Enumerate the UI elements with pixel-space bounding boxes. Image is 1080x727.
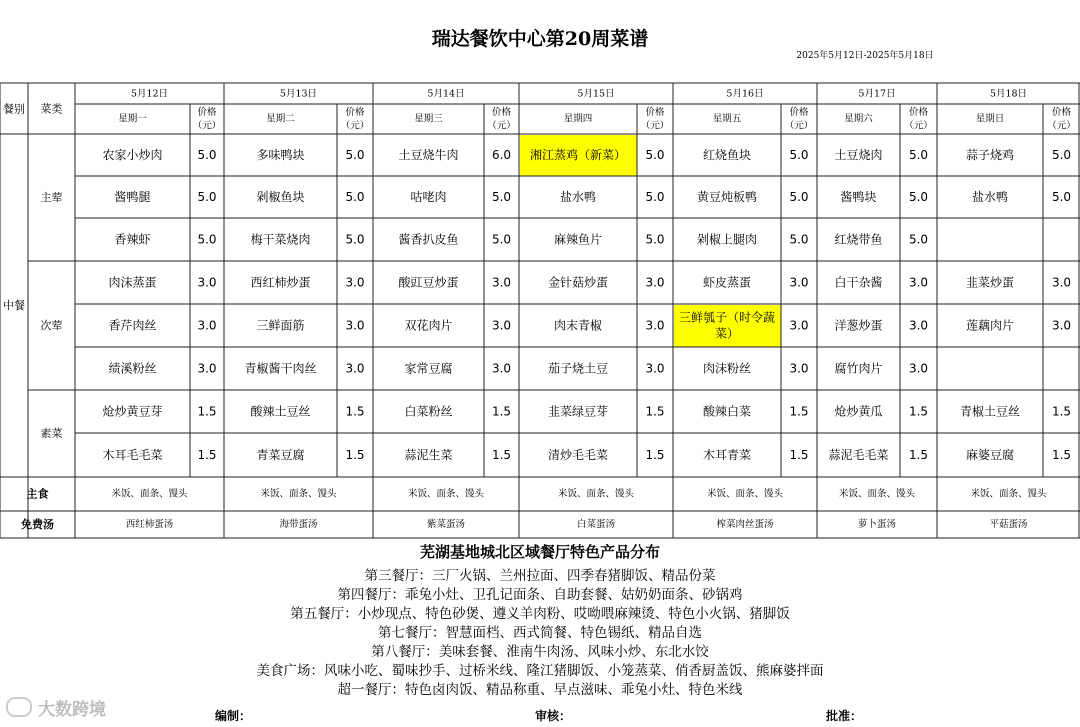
dish-name: 白干杂酱 bbox=[834, 275, 883, 290]
dish-name: 蒜泥生菜 bbox=[404, 448, 453, 462]
dish-price: 1.5 bbox=[789, 448, 809, 462]
dish-name: 家常豆腐 bbox=[404, 361, 453, 376]
dish-price: 5.0 bbox=[197, 148, 217, 162]
dish-price: 5.0 bbox=[908, 190, 929, 204]
dish-name: 韭菜炒蛋 bbox=[965, 275, 1015, 290]
dish-name: 麻辣鱼片 bbox=[553, 232, 603, 247]
staple-item: 米饭、面条、馒头 bbox=[557, 488, 635, 500]
price-header: 价格（元） bbox=[192, 106, 222, 132]
footer-line: 第四餐厅：乖兔小灶、卫孔记面条、自助套餐、姑奶奶面条、砂锅鸡 bbox=[337, 586, 743, 603]
day-date-header: 5月16日 bbox=[726, 88, 764, 100]
dish-name: 腐竹肉片 bbox=[834, 361, 883, 376]
dish-name: 酱鸭块 bbox=[840, 190, 877, 204]
dish-name: 莲藕肉片 bbox=[965, 318, 1015, 333]
dish-price: 1.5 bbox=[645, 404, 665, 419]
dish-name: 双花肉片 bbox=[404, 318, 453, 333]
price-header: 价格（元） bbox=[340, 106, 370, 132]
dish-name: 三鲜瓠子（时令蔬菜） bbox=[678, 310, 776, 341]
soup-item: 白菜蛋汤 bbox=[576, 519, 616, 530]
dish-price: 5.0 bbox=[789, 232, 809, 247]
dish-name: 青菜豆腐 bbox=[256, 448, 305, 462]
price-header: 价格（元） bbox=[784, 106, 814, 132]
dish-name: 多味鸭块 bbox=[256, 148, 305, 162]
dish-price: 1.5 bbox=[908, 448, 929, 462]
dish-price: 1.5 bbox=[645, 448, 665, 462]
footer-line: 美食广场：风味小吃、蜀味抄手、过桥米线、隆江猪脚饭、小笼蒸菜、俏香厨盖饭、熊麻婆拌面 bbox=[256, 662, 824, 679]
dish-price: 1.5 bbox=[1051, 404, 1072, 419]
dish-name: 剁椒鱼块 bbox=[256, 190, 305, 204]
dish-name: 红烧鱼块 bbox=[702, 148, 752, 162]
dish-price: 1.5 bbox=[789, 404, 809, 419]
soup-item: 海带蛋汤 bbox=[279, 519, 318, 530]
dish-price: 5.0 bbox=[197, 232, 217, 247]
dish-price: 5.0 bbox=[491, 232, 512, 247]
day-date-header: 5月12日 bbox=[130, 88, 169, 100]
dish-price: 3.0 bbox=[1051, 275, 1072, 290]
day-date-header: 5月13日 bbox=[279, 88, 318, 100]
dish-price: 5.0 bbox=[1051, 148, 1072, 162]
dish-name: 土豆烧肉 bbox=[834, 148, 883, 162]
price-header: 价格（元） bbox=[1047, 106, 1076, 132]
dish-name: 蒜泥毛毛菜 bbox=[828, 448, 889, 462]
meal-label: 中餐 bbox=[3, 299, 25, 312]
soup-item: 平菇蛋汤 bbox=[989, 519, 1028, 530]
dish-name: 香芹肉丝 bbox=[108, 318, 157, 333]
dish-name: 酸辣白菜 bbox=[702, 404, 752, 419]
weekday-header: 星期一 bbox=[118, 113, 147, 125]
section-label: 主荤 bbox=[40, 191, 63, 204]
dish-price: 3.0 bbox=[645, 318, 665, 333]
dish-price: 5.0 bbox=[789, 148, 809, 162]
dish-name: 炝炒黄豆芽 bbox=[102, 404, 163, 419]
dish-name: 肉沫蒸蛋 bbox=[108, 275, 157, 290]
price-header: 价格（元） bbox=[487, 106, 516, 132]
dish-price: 6.0 bbox=[491, 148, 512, 162]
dish-price: 3.0 bbox=[197, 318, 217, 333]
dish-price: 3.0 bbox=[197, 275, 217, 290]
dish-name: 洋葱炒蛋 bbox=[834, 318, 883, 333]
dish-price: 1.5 bbox=[491, 448, 512, 462]
footer-line: 第七餐厅：智慧面档、西式简餐、特色锡纸、精品自选 bbox=[378, 624, 702, 641]
dish-name: 肉沫粉丝 bbox=[702, 361, 752, 376]
meal-column-header: 餐别 bbox=[3, 102, 25, 116]
staple-item: 米饭、面条、馒头 bbox=[407, 488, 485, 500]
staple-item: 米饭、面条、馒头 bbox=[970, 488, 1047, 500]
dish-price: 3.0 bbox=[491, 275, 512, 290]
dish-name: 咕咾肉 bbox=[410, 190, 447, 204]
soup-item: 紫菜蛋汤 bbox=[426, 519, 466, 530]
dish-name: 韭菜绿豆芽 bbox=[547, 404, 609, 419]
price-header: 价格（元） bbox=[904, 106, 933, 132]
date-range: 2025年5月12日-2025年5月18日 bbox=[796, 50, 934, 61]
dish-price: 5.0 bbox=[908, 148, 929, 162]
dish-price: 5.0 bbox=[345, 148, 365, 162]
dish-name: 肉末青椒 bbox=[553, 318, 603, 333]
footer-line: 超一餐厅：特色卤肉饭、精品称重、早点滋味、乖兔小灶、特色米线 bbox=[337, 681, 743, 698]
dish-name: 梅干菜烧肉 bbox=[250, 232, 311, 247]
weekday-header: 星期二 bbox=[266, 113, 295, 125]
soup-item: 西红柿蛋汤 bbox=[125, 519, 174, 530]
dish-price: 5.0 bbox=[345, 190, 365, 204]
dish-price: 3.0 bbox=[789, 361, 809, 376]
weekday-header: 星期四 bbox=[563, 113, 593, 125]
footer-line: 第三餐厅：三厂火锅、兰州拉面、四季春猪脚饭、精品份菜 bbox=[364, 567, 716, 584]
dish-price: 3.0 bbox=[345, 361, 365, 376]
day-date-header: 5月14日 bbox=[427, 88, 465, 100]
dish-price: 3.0 bbox=[908, 361, 929, 376]
dish-name: 农家小炒肉 bbox=[102, 148, 163, 162]
dish-name: 黄豆炖板鸭 bbox=[696, 190, 758, 204]
dish-price: 5.0 bbox=[908, 232, 929, 247]
dish-name: 金针菇炒蛋 bbox=[547, 275, 609, 290]
dish-price: 3.0 bbox=[491, 318, 512, 333]
dish-price: 1.5 bbox=[1051, 448, 1072, 462]
category-column-header: 菜类 bbox=[40, 102, 63, 116]
dish-price: 5.0 bbox=[345, 232, 365, 247]
dish-price: 5.0 bbox=[789, 190, 809, 204]
day-date-header: 5月17日 bbox=[858, 88, 896, 100]
dish-name: 茄子烧土豆 bbox=[547, 361, 609, 376]
dish-name: 炝炒黄瓜 bbox=[834, 404, 883, 419]
editor-signature-label: 编制： bbox=[215, 708, 252, 723]
dish-price: 3.0 bbox=[345, 318, 365, 333]
weekday-header: 星期五 bbox=[712, 113, 742, 125]
soup-item: 榨菜肉丝蛋汤 bbox=[716, 519, 774, 530]
dish-price: 5.0 bbox=[645, 190, 665, 204]
dish-name: 酱香扒皮鱼 bbox=[398, 232, 459, 247]
dish-price: 1.5 bbox=[197, 404, 217, 419]
dish-price: 3.0 bbox=[789, 275, 809, 290]
dish-name: 青椒酱干肉丝 bbox=[244, 361, 317, 376]
dish-name: 蒜子烧鸡 bbox=[965, 148, 1015, 162]
dish-price: 3.0 bbox=[1051, 318, 1072, 333]
dish-price: 5.0 bbox=[1051, 190, 1072, 204]
dish-name: 土豆烧牛肉 bbox=[398, 148, 459, 162]
footer-title: 芜湖基地城北区域餐厅特色产品分布 bbox=[419, 542, 660, 561]
staple-item: 米饭、面条、馒头 bbox=[838, 488, 916, 500]
watermark bbox=[6, 694, 106, 720]
watermark-text: 大数跨境 bbox=[38, 699, 106, 720]
dish-price: 5.0 bbox=[645, 232, 665, 247]
dish-name: 木耳青菜 bbox=[702, 448, 752, 462]
dish-name: 西红柿炒蛋 bbox=[250, 275, 311, 290]
dish-name: 盐水鸭 bbox=[559, 190, 597, 204]
dish-name: 木耳毛毛菜 bbox=[102, 448, 163, 462]
dish-price: 3.0 bbox=[645, 361, 665, 376]
footer-line: 第五餐厅：小炒现点、特色砂煲、遵义羊肉粉、哎呦喂麻辣烫、特色小火锅、猪脚饭 bbox=[290, 605, 790, 622]
staple-label: 主食 bbox=[26, 487, 49, 501]
dish-price: 1.5 bbox=[908, 404, 929, 419]
dish-price: 3.0 bbox=[197, 361, 217, 376]
day-date-header: 5月15日 bbox=[577, 88, 615, 100]
page-title: 瑞达餐饮中心第20周菜谱 bbox=[431, 27, 649, 50]
dish-name: 酸豇豆炒蛋 bbox=[398, 275, 459, 290]
day-date-header: 5月18日 bbox=[989, 88, 1028, 100]
dish-name: 虾皮蒸蛋 bbox=[702, 275, 752, 290]
dish-name: 三鲜面筋 bbox=[256, 318, 305, 333]
dish-price: 5.0 bbox=[197, 190, 217, 204]
dish-price: 3.0 bbox=[645, 275, 665, 290]
weekday-header: 星期日 bbox=[975, 113, 1005, 125]
weekday-header: 星期三 bbox=[414, 113, 443, 125]
dish-name: 红烧带鱼 bbox=[834, 232, 883, 247]
staple-item: 米饭、面条、馒头 bbox=[260, 488, 337, 500]
dish-price: 3.0 bbox=[789, 318, 809, 333]
staple-item: 米饭、面条、馒头 bbox=[111, 488, 188, 500]
dish-price: 3.0 bbox=[491, 361, 512, 376]
dish-price: 5.0 bbox=[491, 190, 512, 204]
reviewer-signature-label: 审核： bbox=[535, 708, 572, 723]
dish-price: 1.5 bbox=[345, 448, 365, 462]
watermark-logo-icon bbox=[6, 697, 32, 717]
dish-price: 3.0 bbox=[908, 318, 929, 333]
dish-price: 5.0 bbox=[645, 148, 665, 162]
dish-price: 1.5 bbox=[491, 404, 512, 419]
soup-item: 萝卜蛋汤 bbox=[857, 519, 897, 530]
dish-name: 酸辣土豆丝 bbox=[250, 404, 311, 419]
dish-name: 清炒毛毛菜 bbox=[547, 448, 609, 462]
dish-name: 绩溪粉丝 bbox=[108, 361, 157, 376]
section-label: 次荤 bbox=[40, 319, 63, 332]
dish-name: 青椒土豆丝 bbox=[959, 404, 1021, 419]
price-header: 价格（元） bbox=[640, 106, 670, 132]
dish-price: 3.0 bbox=[908, 275, 929, 290]
staple-item: 米饭、面条、馒头 bbox=[706, 488, 784, 500]
dish-price: 1.5 bbox=[197, 448, 217, 462]
dish-name: 白菜粉丝 bbox=[404, 404, 453, 419]
dish-name: 酱鸭腿 bbox=[114, 190, 151, 204]
dish-name: 香辣虾 bbox=[114, 232, 151, 247]
dish-name: 麻婆豆腐 bbox=[965, 448, 1015, 462]
dish-price: 1.5 bbox=[345, 404, 365, 419]
soup-label: 免费汤 bbox=[21, 518, 54, 531]
weekday-header: 星期六 bbox=[844, 113, 873, 125]
dish-price: 3.0 bbox=[345, 275, 365, 290]
dish-name: 盐水鸭 bbox=[971, 190, 1009, 204]
dish-name: 湘江蒸鸡（新菜） bbox=[529, 148, 627, 162]
dish-name: 剁椒上腿肉 bbox=[696, 232, 758, 247]
section-label: 素菜 bbox=[40, 427, 63, 440]
footer-line: 第八餐厅：美味套餐、淮南牛肉汤、风味小炒、东北水饺 bbox=[371, 643, 709, 660]
approver-signature-label: 批准： bbox=[826, 708, 863, 723]
